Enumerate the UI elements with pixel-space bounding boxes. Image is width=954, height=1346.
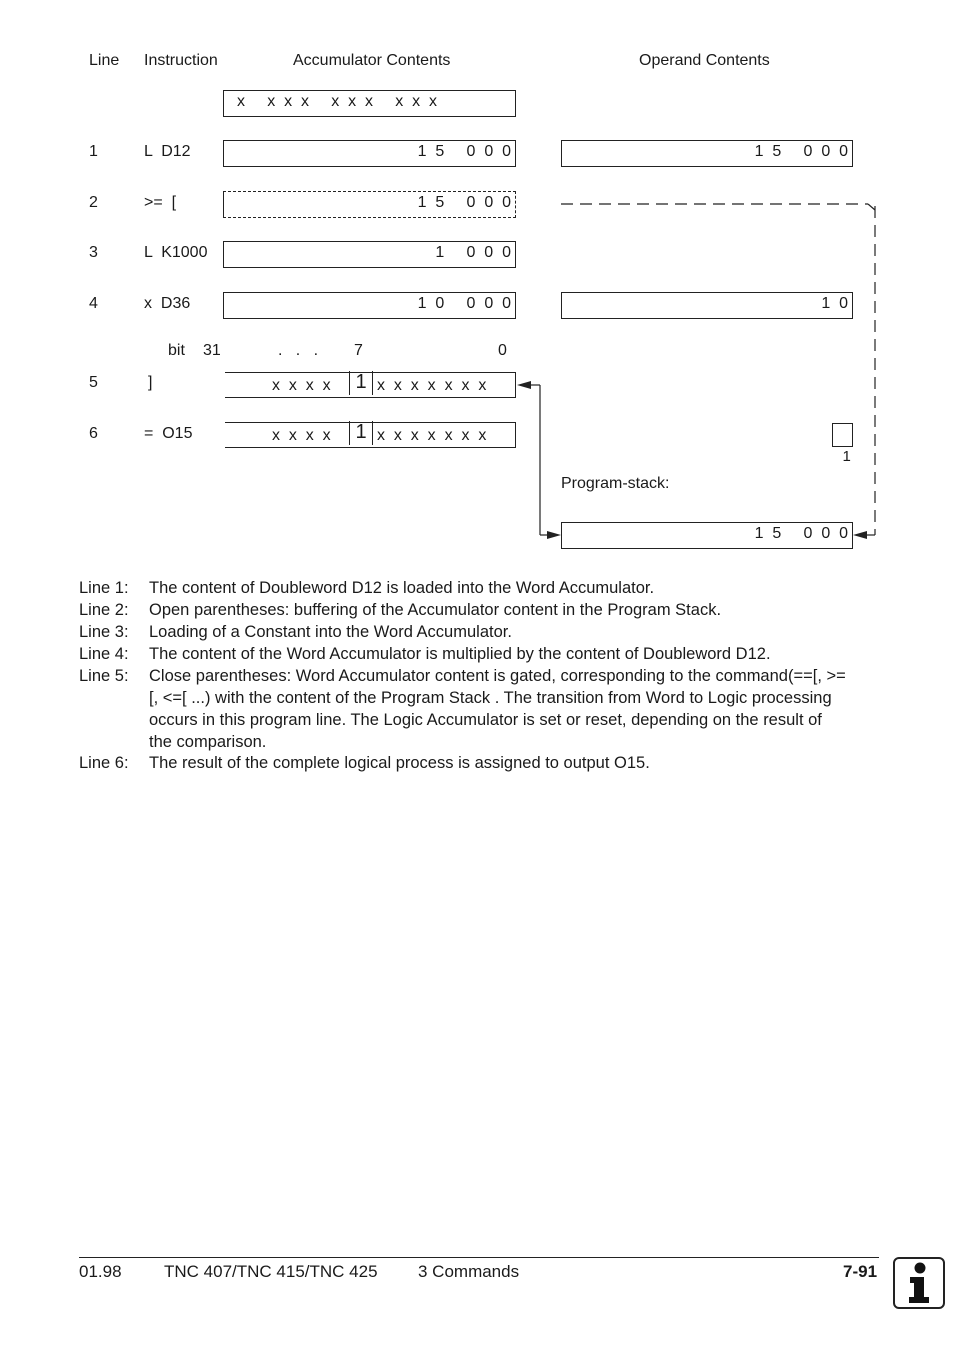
row-5-instruction: ]: [148, 374, 153, 391]
row-6-right-bits: x x x x x x x: [377, 427, 487, 444]
description-text: Loading of a Constant into the Word Accumulator.: [149, 623, 512, 641]
row-5-logic-bit: 1: [349, 371, 373, 395]
program-stack-label: Program-stack:: [561, 475, 670, 492]
description-text: Close parentheses: Word Accumulator content is gated, corresponding to the command(==[, >=[, <=[ ...) with the content of the Program Stack . The transition from Word to Logic processing occurs in this program line. The Logic Accumulator is set or reset, depending on the result of the comparison.: [149, 667, 846, 751]
row-6-line: 6: [89, 425, 98, 442]
header-accumulator: Accumulator Contents: [293, 52, 451, 69]
footer-date: 01.98: [79, 1262, 122, 1281]
stack-out-arrow: [547, 531, 561, 539]
footer-page-number: 7-91: [843, 1262, 878, 1281]
footer-chapter: 3 Commands: [418, 1262, 520, 1281]
buffer-corner: [868, 204, 875, 210]
row-3-accumulator-value: 1 0 0 0: [435, 244, 511, 261]
stack-arrow-head: [853, 531, 867, 539]
bit-31-label: 31: [203, 342, 221, 359]
bit-pattern-text: x x x x x x x x x x: [237, 93, 438, 110]
row-1-accumulator-value: 1 5 0 0 0: [417, 143, 511, 160]
row-2-instruction: >= [: [144, 194, 177, 211]
row-1-line: 1: [89, 143, 98, 160]
row-3-instruction: L K1000: [144, 244, 208, 261]
description-label: Line 6:: [79, 754, 129, 772]
bit-0-label: 0: [498, 342, 507, 359]
footer-rule: [79, 1257, 879, 1258]
info-glyph: [904, 1261, 934, 1305]
row-4-line: 4: [89, 295, 98, 312]
bit-7-label: 7: [354, 342, 363, 359]
row-2-line: 2: [89, 194, 98, 211]
description-label: Line 2:: [79, 601, 129, 619]
row-4-instruction: x D36: [144, 295, 191, 312]
row-1-operand-value: 1 5 0 0 0: [754, 143, 848, 160]
row-5-line: 5: [89, 374, 98, 391]
description-text: The content of Doubleword D12 is loaded into the Word Accumulator.: [149, 579, 655, 597]
description-label: Line 3:: [79, 623, 129, 641]
row-6-left-bits: x x x x: [272, 427, 331, 444]
description-text: The content of the Word Accumulator is multiplied by the content of Doubleword D12.: [149, 645, 771, 663]
row-1-instruction: L D12: [144, 143, 191, 160]
header-line: Line: [89, 52, 120, 69]
header-instruction: Instruction: [144, 52, 218, 69]
program-stack-value: 1 5 0 0 0: [754, 525, 848, 542]
row-6-logic-bit: 1: [349, 421, 373, 445]
row-5-left-bits: x x x x: [272, 377, 331, 394]
description-text: Open parentheses: buffering of the Accumulator content in the Program Stack.: [149, 601, 722, 619]
row-6-instruction: = O15: [144, 425, 193, 442]
info-icon: [893, 1257, 945, 1309]
row-3-line: 3: [89, 244, 98, 261]
description-label: Line 5:: [79, 667, 129, 685]
header-operand: Operand Contents: [639, 52, 770, 69]
row5-arrow-head: [517, 381, 531, 389]
description-text: The result of the complete logical process is assigned to output O15.: [149, 754, 650, 772]
description-label: Line 1:: [79, 579, 129, 597]
row-4-accumulator-value: 1 0 0 0 0: [417, 295, 511, 312]
output-o15-value: 1: [842, 448, 851, 465]
row-2-accumulator-value: 1 5 0 0 0: [417, 194, 511, 211]
connector-arrows: [0, 0, 954, 600]
row-4-operand-value: 1 0: [821, 295, 848, 312]
footer-model: TNC 407/TNC 415/TNC 425: [164, 1262, 378, 1281]
row-5-right-bits: x x x x x x x: [377, 377, 487, 394]
bit-dots: . . .: [278, 342, 319, 359]
bit-label: bit: [168, 342, 185, 359]
description-label: Line 4:: [79, 645, 129, 663]
